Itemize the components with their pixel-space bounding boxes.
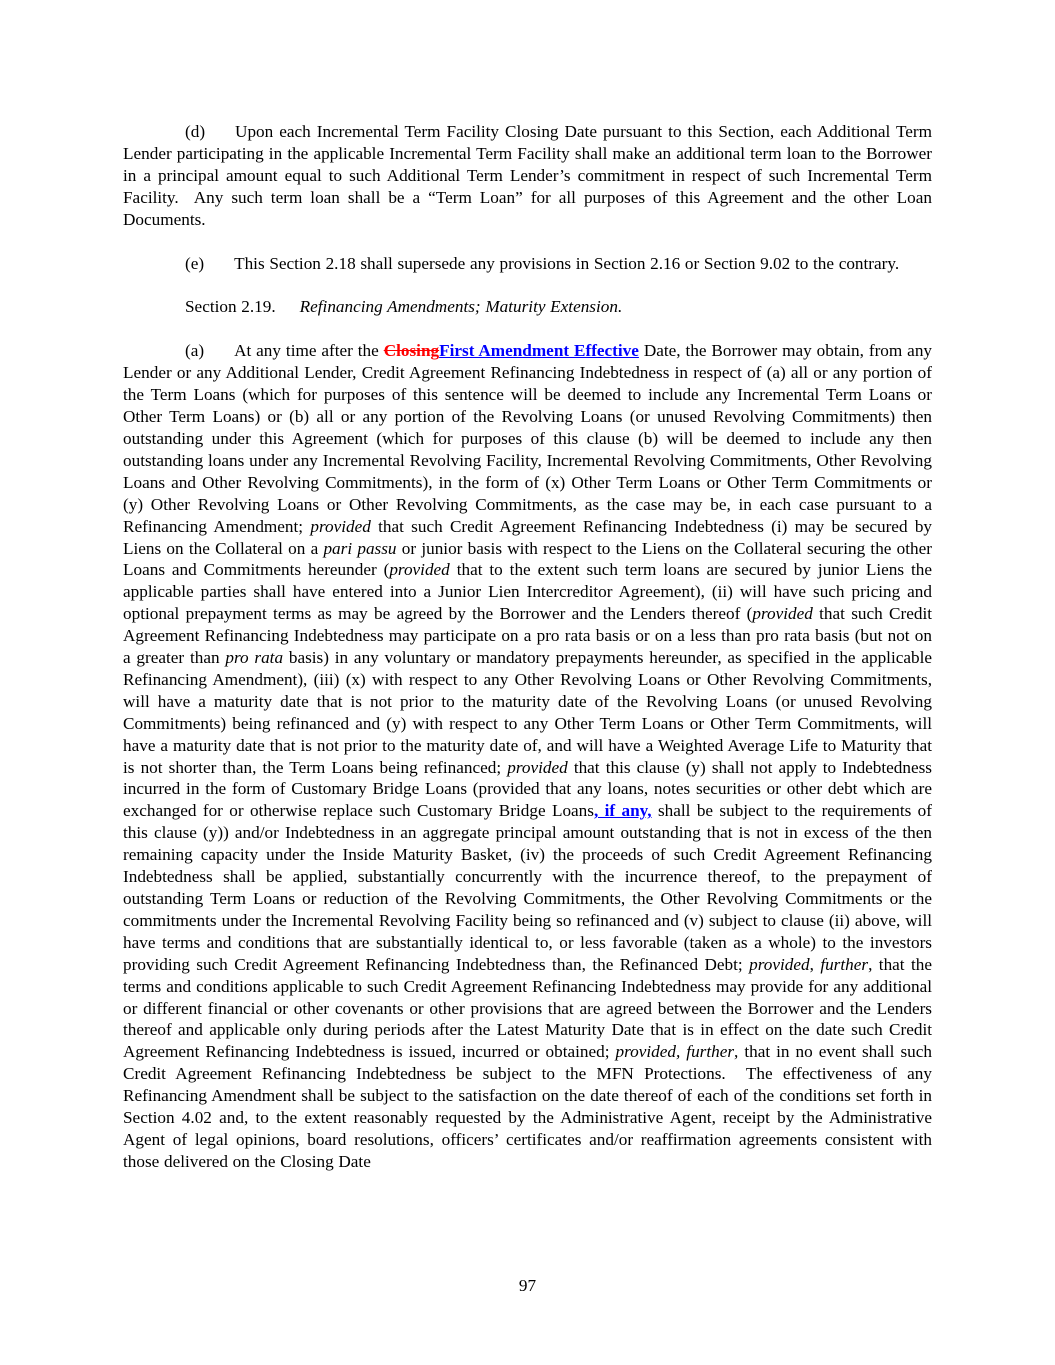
italic-text-run: provided [310,516,371,536]
text-run: that such Credit Agreement Refinancing Indebtedness may participate on a pro rata basis or on a less than pro rata basis (but not on a greater than [123,604,932,668]
text-run: that this clause (y) shall not apply to Indebtedness incurred in the form of Customary Bridge Loans (provided that any loans, notes securities or other debt which are exchanged for or otherwise replace such Customary Bridge Loans [123,757,932,821]
paragraph-a [123,340,932,1172]
text-run: Date, the Borrower may obtain, from any Lender or any Additional Lender, Credit Agreement Refinancing Indebtedness in respect of (a) all or any portion of the Term Loans (which for purposes of this sentence will be deemed to include any Incremental Term Loans or Other Term Loans) or (b) all or any portion of the Revolving Loans (or unused Revolving Commitments) then outstanding under this Agreement (which for purposes of this clause (b) will be deemed to include any then outstanding loans under any Incremental Revolving Facility, Incremental Revolving Commitments, Other Revolving Loans and Other Revolving Commitments), in the form of (x) Other Term Loans or Other Term Commitments or (y) Other Revolving Loans or Other Revolving Commitments, as the case may be, in each case pursuant to a Refinancing Amendment; [123,341,933,536]
paragraph-e [123,253,932,275]
text-run: , [809,954,821,974]
italic-text-run: provided, further [615,1042,735,1062]
italic-text-run: provided [389,560,450,580]
deleted-text: Closing [383,341,440,361]
paragraph-d [123,121,932,231]
italic-text-run: provided [507,757,568,777]
text-run: (d) [185,122,206,141]
page-content [123,121,932,1195]
text-run: , that the terms and conditions applicable to such Credit Agreement Refinancing Indebtedness may provide for any additional or different financial or other covenants or other provisions that are agreed between the Borrower and the Lenders thereof and applicable only during periods after the Latest Maturity Date that is in effect on the date such Credit Agreement Refinancing Indebtedness is issued, incurred or obtained; [123,954,932,1062]
italic-text-run: provided [749,954,810,974]
text-run: (e) [185,253,205,273]
text-run: , that in no event shall such Credit Agreement Refinancing Indebtedness be subject to the MFN Protections. The effectiveness of any Refinancing Amendment shall be subject to the satisfaction on the date thereof of each of the conditions set forth in Section 4.02 and, to the extent reasonably requested by the Administrative Agent, receipt by the Administrative Agent of legal opinions, board resolutions, officers’ certificates and/or reaffirmation agreements consistent with those delivered on the Closing Date [123,1042,932,1171]
text-run: This Section 2.18 shall supersede any provisions in Section 2.16 or Section 9.02 to the contrary. [234,253,900,273]
text-run: shall be subject to the requirements of this clause (y)) and/or Indebtedness in an aggregate principal amount outstanding that is not in excess of the then remaining capacity under the Inside Maturity Basket, (iv) the proceeds of such Credit Agreement Refinancing Indebtedness shall be applied, substantially concurrently with the incurrence thereof, to the prepayment of outstanding Term Loans or reduction of the Revolving Commitments, the Other Revolving Commitments or the commitments under the Incremental Revolving Facility being so refinanced and (v) subject to clause (ii) above, will have terms and conditions that are substantially identical to, or less favorable (taken as a whole) to the investors providing such Credit Agreement Refinancing Indebtedness than, the Refinanced Debt; [123,801,932,974]
italic-text-run: provided [752,604,813,624]
italic-text-run: further [820,954,869,974]
italic-text-run: pari passu [323,538,397,558]
text-run: basis) in any voluntary or mandatory prepayments hereunder, as specified in the applicable Refinancing Amendment), (iii) (x) with respect to any Other Revolving Loans or Other Revolving Commitments, will have a maturity date that is not prior to the maturity date of the Revolving Loans (or unused Revolving Commitments) being refinanced and (y) with respect to any Other Term Loans or Other Term Commitments, will have a maturity date that is not prior to the maturity date of, and will have a Weighted Average Life to Maturity that is not shorter than, the Term Loans being refinanced; [123,648,932,777]
inserted-text: , if any, [593,801,652,821]
text-run: (a) [185,341,205,361]
section-2-19-heading [123,296,932,318]
text-run: Upon each Incremental Term Facility Closing Date pursuant to this Section, each Additional Term Lender participating in the applicable Incremental Term Facility shall make an additional term loan to the Borrower in a principal amount equal to such Additional Term Lender’s commitment in respect of such Incremental Term Facility. Any such term loan shall be a “Term Loan” for all purposes of this Agreement and the other Loan Documents. [123,122,932,229]
text-run: At any time after the [234,341,384,361]
page-number: 97 [518,1276,537,1295]
italic-text-run: Refinancing Amendments; Maturity Extension. [299,297,623,317]
text-run: or junior basis with respect to the Liens on the Collateral securing the other Loans and Commitments hereunder ( [123,538,932,580]
inserted-text: First Amendment Effective [439,341,639,361]
text-run: Section 2.19. [185,297,276,317]
text-run: that to the extent such term loans are secured by junior Liens the applicable parties shall have entered into a Junior Lien Intercreditor Agreement), (ii) will have such pricing and optional prepayment terms as may be agreed by the Borrower and the Lenders thereof ( [123,560,932,624]
italic-text-run: pro rata [225,648,284,668]
text-run: that such Credit Agreement Refinancing Indebtedness (i) may be secured by Liens on the Collateral on a [123,516,933,558]
